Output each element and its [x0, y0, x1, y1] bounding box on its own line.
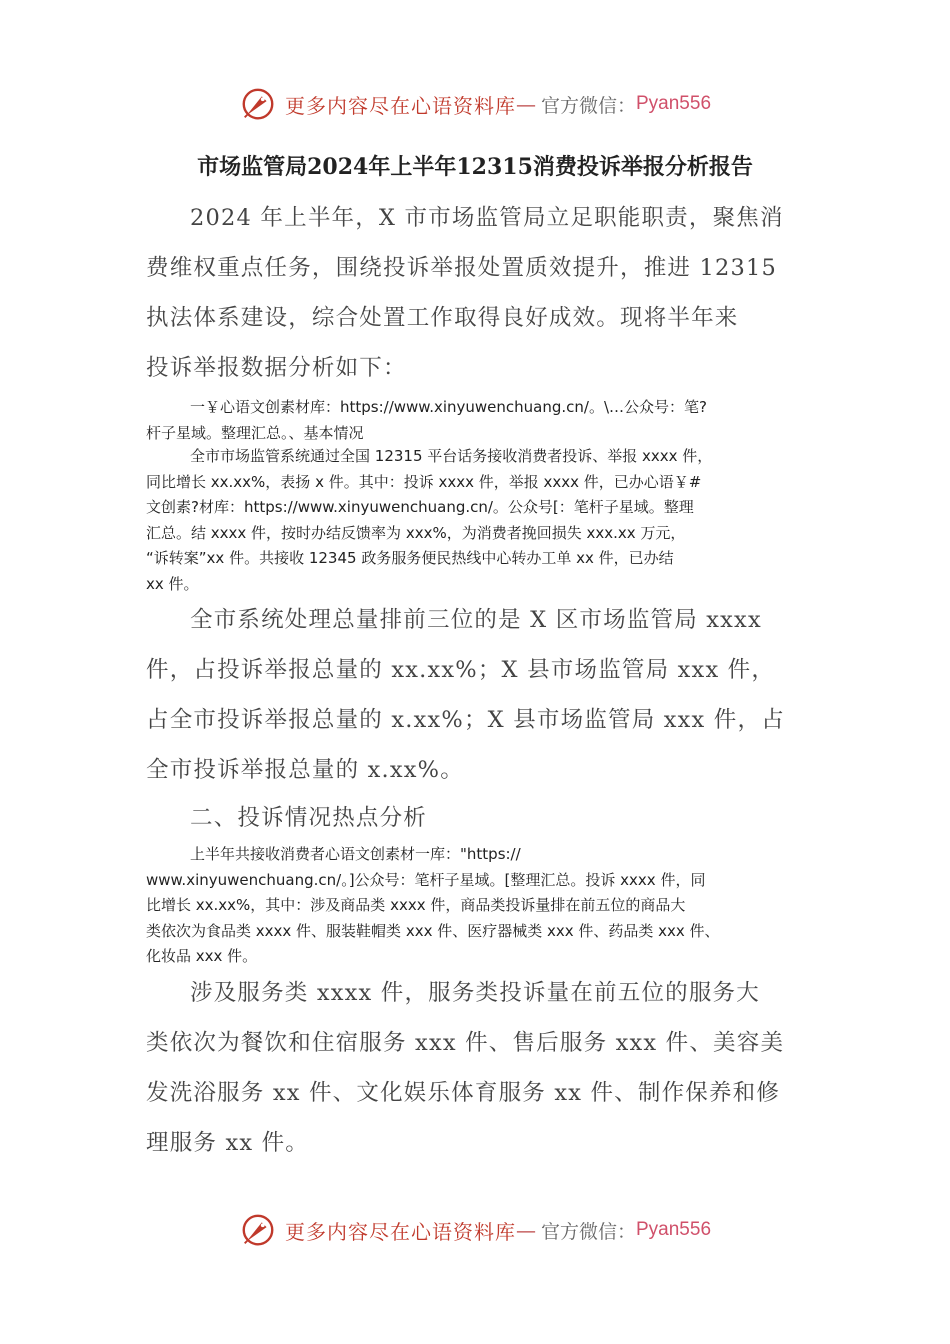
- intro-line-4: 投诉举报数据分析如下：: [146, 355, 407, 381]
- basic-line-6: xx 件。: [146, 574, 199, 593]
- goods-line-3: 比增长 xx.xx%，其中：涉及商品类 xxxx 件，商品类投诉量排在前五位的商品大: [146, 896, 686, 914]
- basic-line-4: 汇总。结 xxxx 件，按时办结反馈率为 xxx%，为消费者挽回损失 xxx.xx 万元，: [146, 523, 686, 542]
- document-title: 市场监管局2024年上半年12315消费投诉举报分析报告: [197, 154, 753, 180]
- service-line-3: 发洗浴服务 xx 件、文化娱乐体育服务 xx 件、制作保养和修: [146, 1080, 781, 1106]
- footer-dash: —: [515, 1218, 537, 1242]
- banner-dash: —: [515, 92, 537, 116]
- service-line-1: 涉及服务类 xxxx 件，服务类投诉量在前五位的服务大: [190, 980, 760, 1006]
- goods-line-2: www.xinyuwenchuang.cn/。]公众号：笔杆子星域。[整理汇总。投诉 xxxx 件，同: [146, 870, 706, 889]
- section2-heading-text: 二、投诉情况热点分析: [190, 805, 428, 831]
- pen-nib-logo-icon: [239, 1211, 277, 1249]
- pen-nib-logo-icon: [239, 85, 277, 123]
- footer-main-text: 更多内容尽在心语资料库: [284, 1219, 516, 1244]
- intro-paragraph: [146, 193, 806, 393]
- basic-line-5: “诉转案”xx 件。共接收 12345 政务服务便民热线中心转办工单 xx 件，已办结: [146, 549, 674, 567]
- basic-line-1: 全市市场监管系统通过全国 12315 平台话务接收消费者投诉、举报 xxxx 件，: [190, 447, 713, 465]
- banner-wechat-id: Pyan556: [636, 93, 712, 114]
- basic-line-2: 同比增长 xx.xx%，表扬 x 件。其中：投诉 xxxx 件，举报 xxxx 件，已办心语￥#: [146, 472, 702, 491]
- goods-line-4: 类依次为食品类 xxxx 件、服装鞋帽类 xxx 件、医疗器械类 xxx 件、药品类 xxx 件、: [146, 921, 720, 940]
- footer-banner: [0, 1208, 950, 1252]
- service-line-2: 类依次为餐饮和住宿服务 xxx 件、售后服务 xxx 件、美容美: [146, 1030, 785, 1056]
- goods-paragraph: [146, 842, 816, 970]
- section1-line-1: 一￥心语文创素材库：https://www.xinyuwenchuang.cn/。\…公众号：笔?: [190, 398, 707, 416]
- goods-line-1: 上半年共接收消费者心语文创素材一库："https://: [190, 845, 521, 863]
- section1-heading: [146, 395, 816, 446]
- top3-line-2: 件，占投诉举报总量的 xx.xx%；X 县市场监管局 xxx 件，: [146, 657, 776, 683]
- banner-main-text: 更多内容尽在心语资料库: [284, 93, 516, 118]
- service-paragraph: [146, 968, 806, 1168]
- intro-line-1: 2024 年上半年，X 市市场监管局立足职能职责，聚焦消: [190, 205, 784, 231]
- top3-paragraph: [146, 595, 806, 795]
- footer-wechat-id: Pyan556: [636, 1219, 712, 1240]
- footer-label: 官方微信：: [540, 1220, 636, 1243]
- intro-line-2: 费维权重点任务，围绕投诉举报处置质效提升，推进 12315: [146, 255, 778, 281]
- basic-line-3: 文创素?材库：https://www.xinyuwenchuang.cn/。公众号[：笔杆子星域。整理: [146, 498, 694, 516]
- goods-line-5: 化妆品 xxx 件。: [146, 947, 258, 965]
- service-line-4: 理服务 xx 件。: [146, 1130, 309, 1156]
- top3-line-3: 占全市投诉举报总量的 x.xx%；X 县市场监管局 xxx 件，占: [146, 707, 785, 733]
- section2-heading: [146, 793, 806, 843]
- section1-line-2: 杆子星域。整理汇总。、基本情况: [146, 423, 364, 442]
- header-banner: [0, 82, 950, 126]
- basic-paragraph: [146, 444, 816, 597]
- top3-line-4: 全市投诉举报总量的 x.xx%。: [146, 757, 464, 783]
- banner-label: 官方微信：: [540, 94, 636, 117]
- intro-line-3: 执法体系建设，综合处置工作取得良好成效。现将半年来: [146, 305, 739, 331]
- top3-line-1: 全市系统处理总量排前三位的是 X 区市场监管局 xxxx: [190, 607, 762, 633]
